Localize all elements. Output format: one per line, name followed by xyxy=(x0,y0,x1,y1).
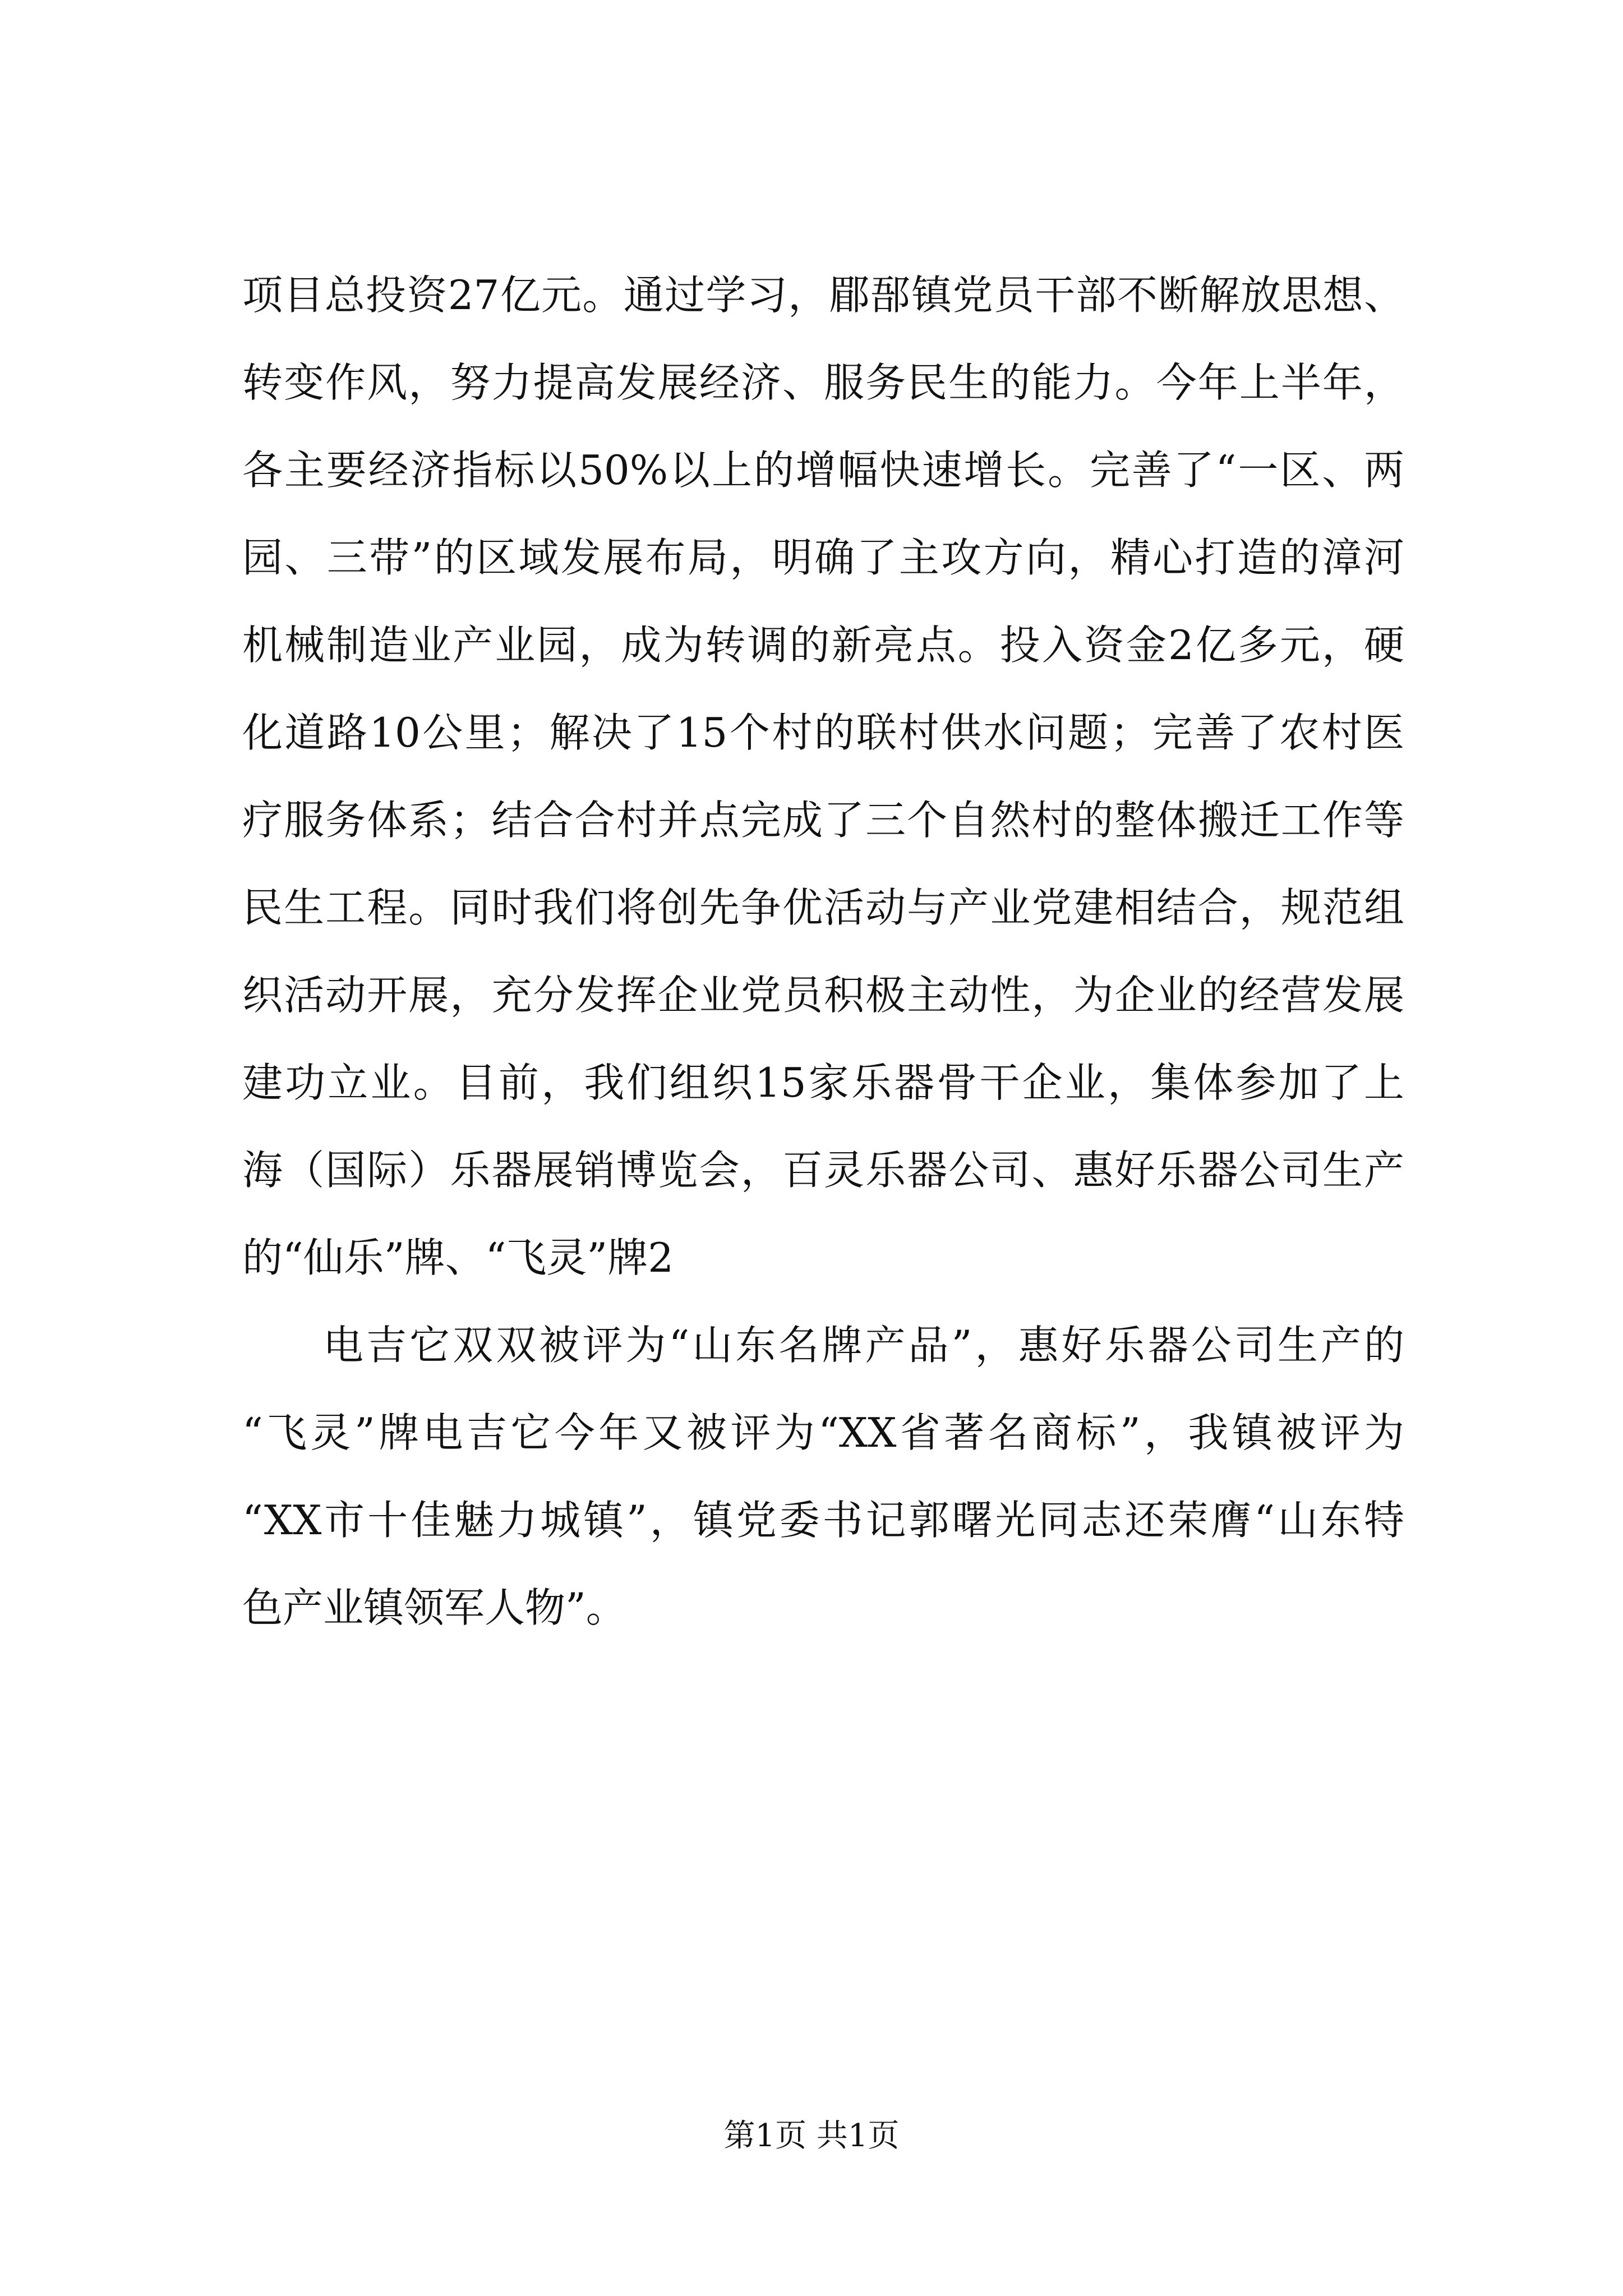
paragraph-2-line-4: 色产业镇领军人物”。 xyxy=(242,1584,626,1631)
paragraph-1-line-4: 园、三带”的区域发展布局，明确了主攻方向，精心打造的漳河 xyxy=(242,534,1404,581)
paragraph-1-line-8: 民生工程。同时我们将创先争优活动与产业党建相结合，规范组 xyxy=(242,884,1404,931)
paragraph-2-line-1: 电吉它双双被评为“山东名牌产品”，惠好乐器公司生产的 xyxy=(323,1322,1404,1369)
paragraph-1-line-5: 机械制造业产业园，成为转调的新亮点。投入资金2亿多元，硬 xyxy=(242,622,1404,669)
body-text xyxy=(242,251,1404,1651)
paragraph-1-line-10: 建功立业。目前，我们组织15家乐器骨干企业，集体参加了上 xyxy=(242,1059,1404,1106)
paragraph-1-line-12: 的“仙乐”牌、“飞灵”牌2 xyxy=(242,1234,674,1281)
paragraph-2-line-3: “XX市十佳魅力城镇”，镇党委书记郭曙光同志还荣膺“山东特 xyxy=(242,1497,1404,1544)
page-number-footer: 第1页 共1页 xyxy=(723,2118,900,2154)
paragraph-1-line-2: 转变作风，努力提高发展经济、服务民生的能力。今年上半年， xyxy=(242,359,1404,406)
paragraph-2-line-2: “飞灵”牌电吉它今年又被评为“XX省著名商标”，我镇被评为 xyxy=(242,1409,1404,1456)
paragraph-1-line-7: 疗服务体系；结合合村并点完成了三个自然村的整体搬迁工作等 xyxy=(242,797,1404,844)
paragraph-1-line-9: 织活动开展，充分发挥企业党员积极主动性，为企业的经营发展 xyxy=(242,972,1404,1019)
paragraph-1-line-11: 海（国际）乐器展销博览会，百灵乐器公司、惠好乐器公司生产 xyxy=(242,1147,1404,1194)
paragraph-1-line-1: 项目总投资27亿元。通过学习，郿郚镇党员干部不断解放思想、 xyxy=(242,272,1404,319)
paragraph-1-line-6: 化道路10公里；解决了15个村的联村供水问题；完善了农村医 xyxy=(242,709,1404,756)
paragraph-1-line-3: 各主要经济指标以50%以上的增幅快速增长。完善了“一区、两 xyxy=(242,447,1404,494)
